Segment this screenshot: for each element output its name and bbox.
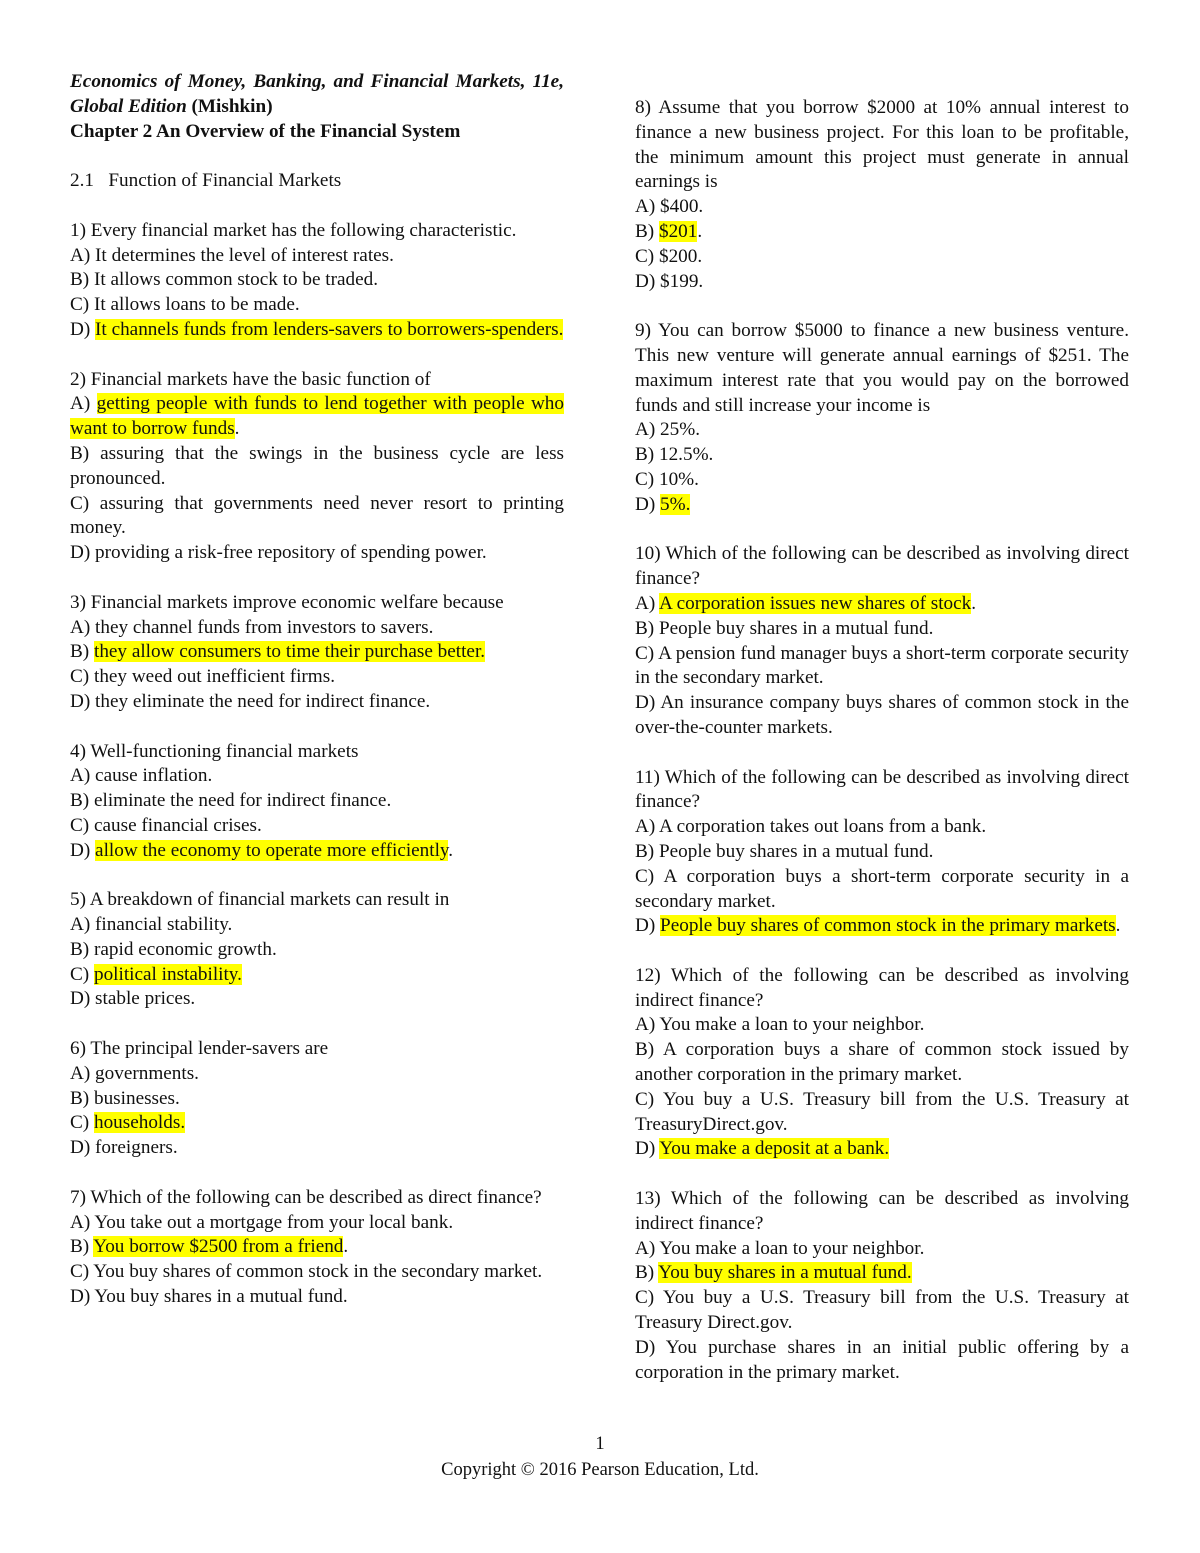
option-letter: A) bbox=[70, 393, 91, 415]
option-letter: D) bbox=[635, 1138, 656, 1160]
answer-option bbox=[70, 814, 564, 839]
option-letter: C) bbox=[635, 1088, 655, 1110]
answer-option bbox=[70, 1211, 564, 1236]
option-letter: A) bbox=[70, 914, 91, 936]
answer-option bbox=[635, 642, 1129, 692]
highlighted-answer: People buy shares of common stock in the primary markets bbox=[660, 915, 1116, 937]
answer-option bbox=[70, 268, 564, 293]
question-block bbox=[70, 740, 564, 864]
option-letter: C) bbox=[70, 666, 90, 688]
right-column bbox=[635, 96, 1129, 1385]
option-letter: D) bbox=[635, 1336, 656, 1358]
answer-option bbox=[70, 392, 564, 442]
answer-option bbox=[635, 840, 1129, 865]
question-stem: 11) Which of the following can be described as involving direct finance? bbox=[635, 766, 1129, 813]
answer-option bbox=[70, 1136, 564, 1161]
option-text: You take out a mortgage from your local bank. bbox=[94, 1211, 454, 1233]
highlighted-answer: 5%. bbox=[660, 493, 691, 515]
page-number: 1 bbox=[595, 1434, 605, 1454]
option-letter: C) bbox=[70, 963, 90, 985]
answer-option bbox=[70, 764, 564, 789]
option-letter: C) bbox=[635, 245, 655, 267]
option-letter: A) bbox=[70, 616, 91, 638]
question-block bbox=[635, 96, 1129, 294]
question-stem: 3) Financial markets improve economic welfare because bbox=[70, 591, 504, 613]
option-letter: B) bbox=[635, 617, 655, 639]
option-text: providing a risk-free repository of spending power. bbox=[95, 542, 487, 564]
question-block bbox=[635, 964, 1129, 1162]
option-text: eliminate the need for indirect finance. bbox=[93, 790, 392, 812]
answer-option bbox=[635, 493, 1129, 518]
option-text: assuring that governments need never resort to printing money. bbox=[70, 492, 565, 539]
option-letter: A) bbox=[70, 765, 91, 787]
option-letter: D) bbox=[70, 988, 91, 1010]
answer-option bbox=[70, 442, 564, 492]
highlighted-answer: You borrow $2500 from a friend bbox=[93, 1236, 344, 1258]
option-letter: A) bbox=[635, 419, 656, 441]
option-text: $400. bbox=[660, 196, 704, 218]
answer-option bbox=[635, 468, 1129, 493]
option-text: they weed out inefficient firms. bbox=[93, 666, 335, 688]
highlighted-answer: getting people with funds to lend together with people who want to borrow funds bbox=[70, 393, 564, 440]
option-letter: C) bbox=[70, 294, 90, 316]
question-stem: 7) Which of the following can be described as direct finance? bbox=[70, 1186, 542, 1208]
option-text: businesses. bbox=[93, 1087, 180, 1109]
question-block bbox=[70, 888, 564, 1012]
option-letter: C) bbox=[70, 1261, 90, 1283]
option-letter: C) bbox=[635, 865, 655, 887]
option-letter: D) bbox=[635, 915, 656, 937]
option-text: rapid economic growth. bbox=[93, 938, 277, 960]
section-heading: 2.1 Function of Financial Markets bbox=[70, 170, 342, 192]
answer-option bbox=[70, 1235, 564, 1260]
option-text: stable prices. bbox=[95, 988, 196, 1010]
question-stem: 13) Which of the following can be described as involving indirect finance? bbox=[635, 1188, 1129, 1234]
option-letter: D) bbox=[70, 690, 91, 712]
question-stem: 4) Well-functioning financial markets bbox=[70, 740, 359, 762]
left-question-list bbox=[70, 219, 564, 1310]
option-text: $199. bbox=[660, 270, 704, 292]
option-letter: A) bbox=[635, 592, 656, 614]
highlighted-answer: A corporation issues new shares of stock bbox=[659, 592, 972, 614]
answer-option bbox=[635, 592, 1129, 617]
answer-option bbox=[635, 418, 1129, 443]
question-block bbox=[635, 319, 1129, 517]
option-letter: D) bbox=[70, 839, 91, 861]
highlighted-answer: It channels funds from lenders-savers to borrowers-spenders. bbox=[95, 318, 564, 340]
answer-option bbox=[635, 1088, 1129, 1138]
option-text: they eliminate the need for indirect finance. bbox=[95, 690, 431, 712]
option-text: cause financial crises. bbox=[93, 814, 262, 836]
answer-option bbox=[635, 443, 1129, 468]
answer-option bbox=[70, 1062, 564, 1087]
answer-option bbox=[70, 963, 564, 988]
option-letter: A) bbox=[635, 196, 656, 218]
book-title: Economics of Money, Banking, and Financial Markets, 11e, Global Edition bbox=[70, 71, 564, 117]
option-text: foreigners. bbox=[95, 1137, 178, 1159]
question-block bbox=[70, 368, 564, 566]
answer-option bbox=[635, 1137, 1129, 1162]
document-header bbox=[70, 70, 564, 144]
answer-option bbox=[70, 640, 564, 665]
highlighted-answer: households. bbox=[93, 1112, 186, 1134]
option-text: You buy shares of common stock in the secondary market. bbox=[93, 1261, 543, 1283]
answer-option bbox=[635, 1013, 1129, 1038]
option-letter: D) bbox=[70, 1137, 91, 1159]
option-letter: A) bbox=[70, 1211, 91, 1233]
answer-option bbox=[70, 318, 564, 343]
answer-option bbox=[635, 220, 1129, 245]
option-letter: C) bbox=[635, 1287, 655, 1309]
copyright-notice: Copyright © 2016 Pearson Education, Ltd. bbox=[441, 1460, 759, 1480]
answer-option bbox=[635, 1261, 1129, 1286]
option-text: You make a loan to your neighbor. bbox=[659, 1014, 925, 1036]
answer-option bbox=[70, 1260, 564, 1285]
highlighted-answer: allow the economy to operate more efficiently bbox=[95, 839, 449, 861]
option-text: 12.5%. bbox=[658, 444, 714, 466]
option-letter: B) bbox=[635, 840, 655, 862]
option-letter: D) bbox=[70, 318, 91, 340]
option-text: A corporation buys a share of common stock issued by another corporation in the primary market. bbox=[635, 1039, 1129, 1086]
option-letter: B) bbox=[70, 269, 90, 291]
answer-option bbox=[70, 987, 564, 1012]
answer-option bbox=[635, 691, 1129, 741]
option-text: An insurance company buys shares of common stock in the over-the-counter markets. bbox=[635, 692, 1129, 738]
answer-option bbox=[70, 1087, 564, 1112]
answer-option bbox=[70, 293, 564, 318]
option-tail: . bbox=[971, 592, 977, 614]
option-letter: B) bbox=[70, 938, 90, 960]
option-text: It determines the level of interest rates. bbox=[95, 244, 394, 266]
question-block bbox=[635, 766, 1129, 940]
option-letter: B) bbox=[635, 444, 655, 466]
answer-option bbox=[70, 789, 564, 814]
question-stem: 1) Every financial market has the following characteristic. bbox=[70, 219, 517, 241]
answer-option bbox=[70, 913, 564, 938]
question-stem: 8) Assume that you borrow $2000 at 10% annual interest to finance a new business project. For this loan to be profitable, the minimum amount this project must generate in annual earnings is bbox=[635, 97, 1129, 193]
answer-option bbox=[635, 865, 1129, 915]
left-column bbox=[70, 70, 564, 1310]
question-block bbox=[70, 1037, 564, 1161]
answer-option bbox=[635, 1038, 1129, 1088]
option-tail: . bbox=[697, 220, 703, 242]
highlighted-answer: political instability. bbox=[93, 963, 242, 985]
question-block bbox=[635, 542, 1129, 740]
question-block bbox=[70, 591, 564, 715]
highlighted-answer: $201 bbox=[658, 220, 698, 242]
option-letter: A) bbox=[635, 1014, 656, 1036]
answer-option bbox=[635, 270, 1129, 295]
answer-option bbox=[635, 1237, 1129, 1262]
author: (Mishkin) bbox=[191, 95, 273, 117]
option-text: assuring that the swings in the business cycle are less pronounced. bbox=[70, 442, 565, 489]
answer-option bbox=[70, 1111, 564, 1136]
chapter-title: Chapter 2 An Overview of the Financial System bbox=[70, 120, 461, 142]
option-letter: B) bbox=[70, 641, 90, 663]
question-stem: 10) Which of the following can be described as involving direct finance? bbox=[635, 543, 1129, 590]
option-letter: D) bbox=[635, 270, 656, 292]
option-text: You buy shares in a mutual fund. bbox=[94, 1286, 348, 1308]
option-letter: C) bbox=[635, 468, 655, 490]
question-stem: 9) You can borrow $5000 to finance a new business venture. This new venture will generate annual earnings of $251. The maximum interest rate that you would pay on the borrowed funds and still increase your income is bbox=[635, 320, 1129, 416]
option-letter: A) bbox=[70, 1062, 91, 1084]
answer-option bbox=[635, 1286, 1129, 1336]
option-tail: . bbox=[448, 839, 454, 861]
option-text: People buy shares in a mutual fund. bbox=[658, 617, 934, 639]
answer-option bbox=[635, 815, 1129, 840]
option-letter: B) bbox=[70, 1087, 90, 1109]
answer-option bbox=[70, 690, 564, 715]
option-letter: D) bbox=[635, 493, 656, 515]
question-block bbox=[635, 1187, 1129, 1385]
option-text: It allows loans to be made. bbox=[93, 294, 300, 316]
option-tail: . bbox=[234, 418, 240, 440]
option-letter: C) bbox=[70, 1112, 90, 1134]
option-letter: A) bbox=[635, 1237, 656, 1259]
option-text: You make a loan to your neighbor. bbox=[659, 1237, 925, 1259]
answer-option bbox=[70, 244, 564, 269]
question-stem: 6) The principal lender-savers are bbox=[70, 1038, 329, 1060]
option-letter: D) bbox=[635, 692, 656, 714]
option-text: It allows common stock to be traded. bbox=[93, 269, 379, 291]
answer-option bbox=[70, 492, 564, 542]
answer-option bbox=[635, 245, 1129, 270]
answer-option bbox=[70, 938, 564, 963]
highlighted-answer: You make a deposit at a bank. bbox=[659, 1138, 890, 1160]
option-text: A corporation takes out loans from a bank. bbox=[659, 816, 987, 838]
answer-option bbox=[635, 1336, 1129, 1386]
option-text: You purchase shares in an initial public offering by a corporation in the primary market. bbox=[635, 1336, 1129, 1383]
option-text: A corporation buys a short-term corporate security in a secondary market. bbox=[635, 865, 1129, 912]
answer-option bbox=[70, 665, 564, 690]
highlighted-answer: they allow consumers to time their purchase better. bbox=[93, 641, 486, 663]
option-text: financial stability. bbox=[95, 914, 233, 936]
option-text: 10%. bbox=[658, 468, 699, 490]
right-question-list bbox=[635, 96, 1129, 1385]
option-text: cause inflation. bbox=[95, 765, 213, 787]
option-letter: C) bbox=[70, 492, 90, 514]
option-letter: D) bbox=[70, 542, 91, 564]
question-stem: 12) Which of the following can be described as involving indirect finance? bbox=[635, 964, 1129, 1011]
option-text: You buy a U.S. Treasury bill from the U.S. Treasury at Treasury Direct.gov. bbox=[635, 1287, 1129, 1334]
answer-option bbox=[70, 616, 564, 641]
option-text: People buy shares in a mutual fund. bbox=[658, 840, 934, 862]
option-text: 25%. bbox=[660, 419, 701, 441]
option-tail: . bbox=[1115, 915, 1121, 937]
answer-option bbox=[70, 1285, 564, 1310]
option-text: A pension fund manager buys a short-term corporate security in the secondary market. bbox=[635, 642, 1130, 689]
option-letter: C) bbox=[635, 642, 655, 664]
option-text: they channel funds from investors to savers. bbox=[95, 616, 434, 638]
answer-option bbox=[635, 195, 1129, 220]
option-letter: B) bbox=[70, 442, 90, 464]
option-letter: C) bbox=[70, 814, 90, 836]
option-text: $200. bbox=[658, 245, 703, 267]
question-stem: 5) A breakdown of financial markets can result in bbox=[70, 889, 450, 911]
option-tail: . bbox=[343, 1236, 349, 1258]
option-letter: B) bbox=[70, 1236, 90, 1258]
question-stem: 2) Financial markets have the basic function of bbox=[70, 368, 431, 390]
question-block bbox=[70, 1186, 564, 1310]
option-text: You buy a U.S. Treasury bill from the U.S. Treasury at TreasuryDirect.gov. bbox=[635, 1088, 1129, 1135]
answer-option bbox=[635, 914, 1129, 939]
option-letter: B) bbox=[635, 220, 655, 242]
option-text: governments. bbox=[95, 1062, 199, 1084]
question-block bbox=[70, 219, 564, 343]
option-letter: B) bbox=[635, 1262, 655, 1284]
option-letter: B) bbox=[70, 790, 90, 812]
answer-option bbox=[70, 541, 564, 566]
option-letter: A) bbox=[635, 816, 656, 838]
highlighted-answer: You buy shares in a mutual fund. bbox=[658, 1262, 912, 1284]
option-letter: A) bbox=[70, 244, 91, 266]
answer-option bbox=[635, 617, 1129, 642]
option-letter: B) bbox=[635, 1039, 655, 1061]
answer-option bbox=[70, 839, 564, 864]
option-letter: D) bbox=[70, 1286, 91, 1308]
